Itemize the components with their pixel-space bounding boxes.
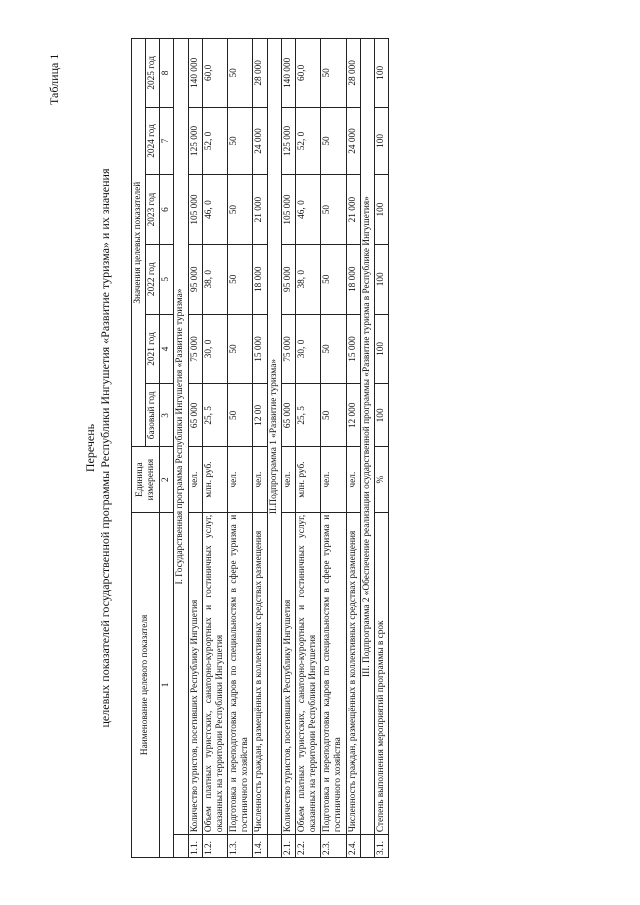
table-row <box>228 39 253 858</box>
indicator-name: Подготовка и переподготовка кадров по специальностям в сфере туризма и гостиничного хозяйства <box>228 512 253 834</box>
value-cell: 100 <box>374 175 388 245</box>
column-number: 6 <box>160 175 174 245</box>
value-cell: 95 000 <box>281 244 295 314</box>
section-header-row <box>267 39 281 858</box>
document-subtitle: целевых показателей государственной программы Республики Ингушетия «Развитие туризма» и их значения <box>98 168 112 728</box>
row-number: 1.1. <box>188 835 202 858</box>
indicator-name: Объем платных туристских, санаторно-курортных и гостиничных услуг, оказанных на территории Республики Ингушетия <box>295 512 320 834</box>
header-row <box>132 39 146 858</box>
value-cell: 30, 0 <box>202 314 227 384</box>
value-cell: 50 <box>228 314 253 384</box>
value-cell: 75 000 <box>188 314 202 384</box>
value-cell: 18 000 <box>346 244 360 314</box>
table-row <box>321 39 346 858</box>
value-cell: 50 <box>321 107 346 175</box>
indicator-name: Численность граждан, размещённых в коллективных средствах размещения <box>346 512 360 834</box>
value-cell: 38, 0 <box>202 244 227 314</box>
value-cell: 21 000 <box>253 175 267 245</box>
value-cell: 46, 0 <box>202 175 227 245</box>
value-cell: 52, 0 <box>295 107 320 175</box>
value-cell: 38, 0 <box>295 244 320 314</box>
row-number: 2.1. <box>281 835 295 858</box>
indicator-name: Количество туристов, посетивших Республику Ингушетия <box>188 512 202 834</box>
table-row <box>281 39 295 858</box>
value-cell: 50 <box>321 175 346 245</box>
table-row <box>253 39 267 858</box>
value-cell: 105 000 <box>188 175 202 245</box>
section-header-row <box>360 39 374 858</box>
indicator-name: Количество туристов, посетивших Республику Ингушетия <box>281 512 295 834</box>
value-cell: 50 <box>321 314 346 384</box>
row-number: 2.2. <box>295 835 320 858</box>
value-cell: 100 <box>374 107 388 175</box>
value-cell: 140 000 <box>188 39 202 108</box>
column-number: 2 <box>160 447 174 512</box>
column-number: 8 <box>160 39 174 108</box>
table-row <box>202 39 227 858</box>
value-cell: 75 000 <box>281 314 295 384</box>
header-year: 2025 год <box>146 39 160 108</box>
row-number: 1.4. <box>253 835 267 858</box>
header-year: базовый год <box>146 384 160 447</box>
row-number: 1.3. <box>228 835 253 858</box>
value-cell: 30, 0 <box>295 314 320 384</box>
value-cell: 50 <box>228 175 253 245</box>
table-row <box>188 39 202 858</box>
unit-cell: млн. руб. <box>202 447 227 512</box>
column-number: 7 <box>160 107 174 175</box>
row-number: 3.1. <box>374 835 388 858</box>
header-indicator-name: Наименование целевого показателя <box>132 512 160 857</box>
value-cell: 50 <box>321 244 346 314</box>
value-cell: 52, 0 <box>202 107 227 175</box>
column-numbers-row <box>160 39 174 858</box>
value-cell: 100 <box>374 314 388 384</box>
table-row <box>374 39 388 858</box>
header-year: 2023 год <box>146 175 160 245</box>
value-cell: 25, 5 <box>202 384 227 447</box>
value-cell: 100 <box>374 39 388 108</box>
indicator-name: Объем платных туристских, санаторно-курортных и гостиничных услуг, оказанных на территории Республики Ингушетия <box>202 512 227 834</box>
value-cell: 18 000 <box>253 244 267 314</box>
value-cell: 12 000 <box>346 384 360 447</box>
value-cell: 50 <box>228 39 253 108</box>
column-number: 5 <box>160 244 174 314</box>
value-cell: 65 000 <box>281 384 295 447</box>
row-number: 1.2. <box>202 835 227 858</box>
table-number-label: Таблица 1 <box>47 53 61 105</box>
column-number: 1 <box>160 512 174 857</box>
value-cell: 60,0 <box>202 39 227 108</box>
value-cell: 50 <box>321 384 346 447</box>
value-cell: 50 <box>228 384 253 447</box>
header-values-group: Значения целевых показателей <box>132 39 146 447</box>
unit-cell: чел. <box>321 447 346 512</box>
value-cell: 15 000 <box>346 314 360 384</box>
header-year: 2024 год <box>146 107 160 175</box>
value-cell: 46, 0 <box>295 175 320 245</box>
unit-cell: чел. <box>281 447 295 512</box>
document-title: Перечень <box>83 423 97 473</box>
table-row <box>346 39 360 858</box>
value-cell: 50 <box>228 107 253 175</box>
unit-cell: чел. <box>253 447 267 512</box>
value-cell: 125 000 <box>281 107 295 175</box>
value-cell: 28 000 <box>253 39 267 108</box>
value-cell: 125 000 <box>188 107 202 175</box>
value-cell: 50 <box>321 39 346 108</box>
section-title: III. Подпрограмма 2 «Обеспечение реализации осударственной программы «Развитие туризма в Республике Ингушетия» <box>360 39 374 835</box>
indicator-name: Численность граждан, размещённых в коллективных средствах размещения <box>253 512 267 834</box>
row-number: 2.4. <box>346 835 360 858</box>
value-cell: 50 <box>228 244 253 314</box>
header-unit: Единица измерения <box>132 447 160 512</box>
value-cell: 100 <box>374 384 388 447</box>
header-year: 2021 год <box>146 314 160 384</box>
value-cell: 95 000 <box>188 244 202 314</box>
value-cell: 21 000 <box>346 175 360 245</box>
value-cell: 15 000 <box>253 314 267 384</box>
header-year: 2022 год <box>146 244 160 314</box>
value-cell: 24 000 <box>253 107 267 175</box>
value-cell: 100 <box>374 244 388 314</box>
table-row <box>295 39 320 858</box>
unit-cell: чел. <box>188 447 202 512</box>
column-number: 4 <box>160 314 174 384</box>
section-title: I. Государственная программа Республики Ингушетия «Развитие туризма» <box>174 39 188 835</box>
value-cell: 60,0 <box>295 39 320 108</box>
value-cell: 25, 5 <box>295 384 320 447</box>
indicator-name: Степень выполнения мероприятий программы в срок <box>374 512 388 834</box>
unit-cell: чел. <box>346 447 360 512</box>
value-cell: 105 000 <box>281 175 295 245</box>
section-title: II.Подпрограмма 1 «Развитие туризма» <box>267 39 281 835</box>
section-header-row <box>174 39 188 858</box>
unit-cell: чел. <box>228 447 253 512</box>
column-number: 3 <box>160 384 174 447</box>
unit-cell: млн. руб. <box>295 447 320 512</box>
unit-cell: % <box>374 447 388 512</box>
indicator-name: Подготовка и переподготовка кадров по специальностям в сфере туризма и гостиничного хозяйства <box>321 512 346 834</box>
value-cell: 65 000 <box>188 384 202 447</box>
value-cell: 28 000 <box>346 39 360 108</box>
row-number: 2.3. <box>321 835 346 858</box>
indicators-table <box>131 38 389 858</box>
value-cell: 24 000 <box>346 107 360 175</box>
value-cell: 12 00 <box>253 384 267 447</box>
value-cell: 140 000 <box>281 39 295 108</box>
